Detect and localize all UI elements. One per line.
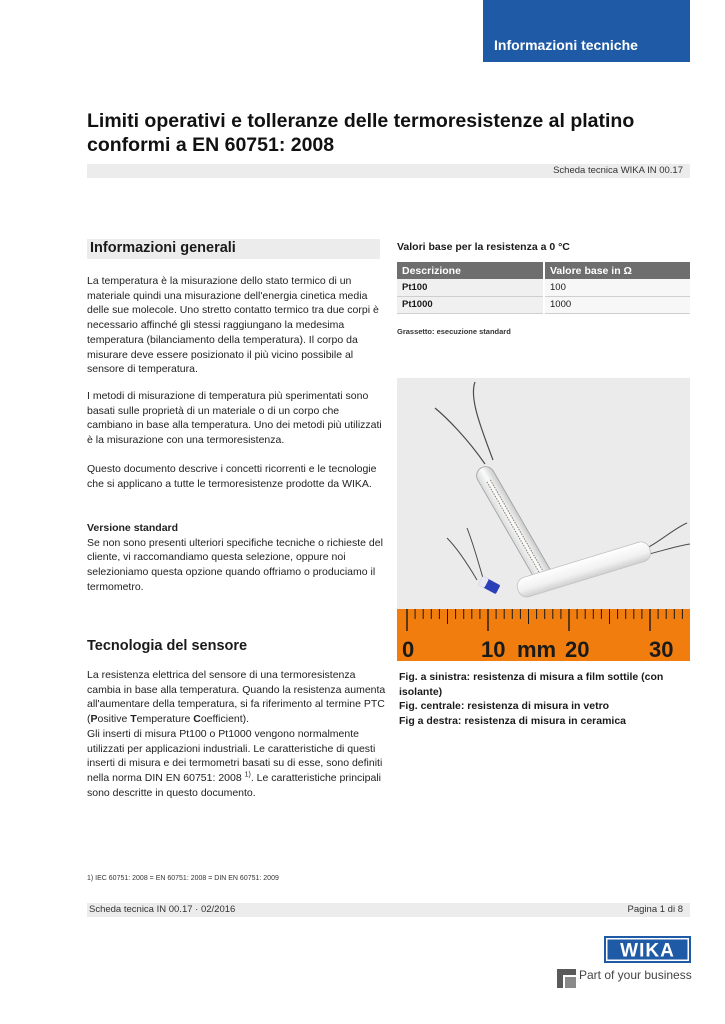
column-header-description: Descrizione: [397, 262, 544, 279]
general-heading: Informazioni generali: [90, 240, 236, 256]
row-description: Pt100: [397, 279, 544, 296]
table-note: Grassetto: esecuzione standard: [397, 327, 511, 336]
footer-document-ref: Scheda tecnica IN 00.17 · 02/2016: [89, 904, 236, 915]
row-value: 1000: [544, 296, 690, 313]
ruler-label-0: 0: [402, 637, 415, 661]
caption-center: Fig. centrale: resistenza di misura in vetro: [399, 700, 610, 713]
general-paragraph-2: I metodi di misurazione di temperatura più sperimentati sono basati sulle proprietà di un materiale o di un corpo che cambiano in base alla temperatura. Uno dei metodi più utilizzati è la misurazione con una termoresistenza.: [87, 390, 382, 447]
footnote: 1) IEC 60751: 2008 = EN 60751: 2008 = DIN EN 60751: 2009: [87, 875, 279, 882]
standard-version-heading: Versione standard: [87, 522, 179, 534]
general-paragraph-1: La temperatura è la misurazione dello stato termico di un materiale quindi una misurazione dell'energia cinetica media delle sue molecole. Uno stretto contatto termico tra due corpi è necessario affinché gli stessi raggiungano la medesima temperatura (bilanciamento della temperatura). Il corpo da misurare deve essere posizionato il più vicino possibile al sensore di temperatura.: [87, 275, 379, 376]
row-value: 100: [544, 279, 690, 296]
brand-claim: Part of your business: [579, 968, 692, 982]
title-line-2: conformi a EN 60751: 2008: [87, 134, 335, 156]
sheet-reference: Scheda tecnica WIKA IN 00.17: [553, 165, 683, 176]
ruler-label-30: 30: [649, 637, 674, 661]
figure-caption: [399, 670, 690, 729]
footnote-ref: 1): [244, 771, 251, 779]
sensor-paragraph-2: Gli inserti di misura Pt100 o Pt1000 vengono normalmente utilizzati per applicazioni industriali. Le caratteristiche di questi inserti di misura e dei termometri basati su di esse, sono definiti nella norma DIN EN 60751: 2008 $^{1)}$. Le caratteristiche principali sono descritte in questo documento.: [87, 728, 383, 799]
sheet-reference-bar: [87, 164, 690, 178]
column-header-value: Valore base in Ω: [544, 262, 690, 279]
page-title: [87, 109, 667, 157]
caption-right: Fig a destra: resistenza di misura in ceramica: [399, 715, 627, 728]
base-values-title: Valori base per la resistenza a 0 °C: [397, 241, 570, 253]
ruler-label-20: 20: [565, 637, 590, 661]
table-row: [397, 279, 690, 296]
banner-label: Informazioni tecniche: [494, 37, 638, 53]
ruler-label-10: 10: [481, 637, 506, 661]
title-line-1: Limiti operativi e tolleranze delle termoresistenze al platino: [87, 110, 635, 132]
sensor-illustration: [397, 378, 690, 661]
standard-version-block: [87, 521, 387, 595]
general-paragraph-3: Questo documento descrive i concetti ricorrenti e le tecnologie che si applicano a tutte le termoresistenze prodotte da WIKA.: [87, 463, 377, 490]
table-header-row: [397, 262, 690, 279]
footer-bar: [87, 903, 690, 917]
page-number: Pagina 1 di 8: [627, 904, 683, 915]
sensor-heading: Tecnologia del sensore: [87, 638, 248, 654]
row-description: Pt1000: [397, 296, 544, 313]
top-banner: [483, 0, 690, 62]
table-row: [397, 296, 690, 313]
caption-left: Fig. a sinistra: resistenza di misura a film sottile (con isolante): [399, 671, 664, 698]
sensor-photo: [397, 378, 690, 661]
wika-logo: [604, 936, 691, 963]
section-heading-box: [87, 239, 380, 259]
base-values-table: [397, 262, 690, 314]
claim-mark-icon: [557, 969, 576, 988]
ruler-label-mm: mm: [517, 637, 557, 661]
sensor-paragraph-1: La resistenza elettrica del sensore di una termoresistenza cambia in base alla temperatura. Quando la resistenza aumenta all'aumentare della temperatura, si fa riferimento al termine PTC (Positive Temperature Coefficient).: [87, 669, 386, 726]
svg-text:WIKA: WIKA: [620, 940, 675, 962]
standard-version-text: Se non sono presenti ulteriori specifiche tecniche o richieste del cliente, vi raccomandiamo questa selezione, oppure noi selezioniamo questa opzione quando offriamo o produciamo il termometro.: [87, 536, 383, 593]
